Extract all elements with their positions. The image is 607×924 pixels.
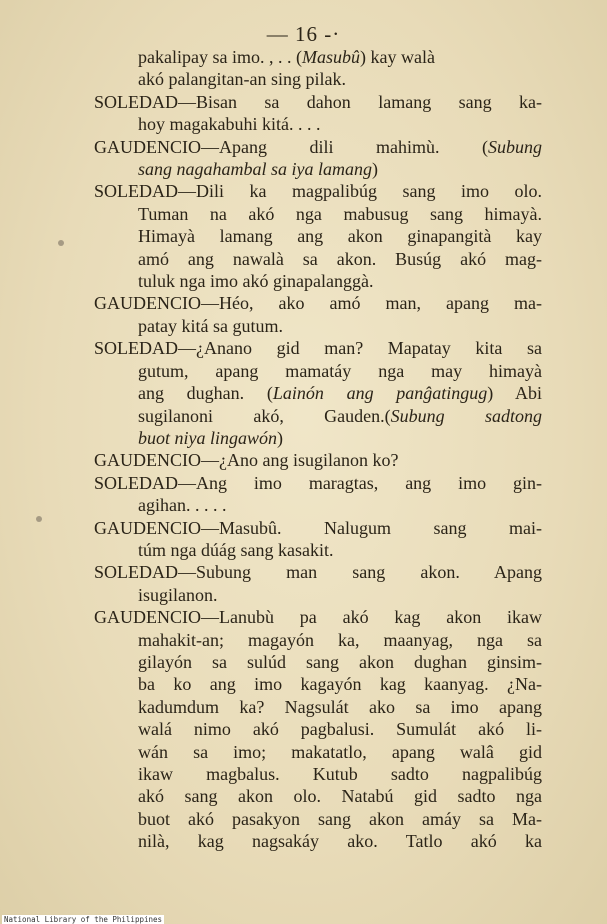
text-line bbox=[94, 673, 542, 695]
text-run: tuluk nga imo akó ginapalanggà. bbox=[138, 271, 374, 292]
text-run: isugilanon. bbox=[138, 584, 218, 605]
text-run: GAUDENCIO—Masubû. Nalugum sang mai- bbox=[94, 517, 542, 538]
text-line bbox=[94, 763, 542, 785]
text-line bbox=[94, 46, 542, 68]
text-line bbox=[94, 68, 542, 90]
text-line bbox=[94, 561, 542, 583]
text-run: kadumdum ka? Nagsulát ako sa imo apang bbox=[138, 696, 542, 717]
text-line bbox=[94, 203, 542, 225]
text-run: wán sa imo; makatatlo, apang walâ gid bbox=[138, 741, 542, 762]
text-line bbox=[94, 248, 542, 270]
text-line bbox=[94, 651, 542, 673]
text-run: SOLEDAD—Bisan sa dahon lamang sang ka- bbox=[94, 91, 542, 112]
text-run: GAUDENCIO—Lanubù pa akó kag akon ikaw bbox=[94, 607, 542, 628]
text-line bbox=[94, 785, 542, 807]
text-line bbox=[94, 808, 542, 830]
library-attribution: National Library of the Philippines bbox=[4, 915, 163, 924]
text-line bbox=[94, 180, 542, 202]
ink-speck bbox=[58, 240, 64, 246]
text-run: ) kay walà bbox=[359, 47, 435, 67]
text-run: túm nga dúág sang kasakit. bbox=[138, 539, 334, 560]
text-line bbox=[94, 472, 542, 494]
text-run: SOLEDAD—¿Anano gid man? Mapatay kita sa bbox=[94, 338, 542, 359]
text-run: Himayà lamang ang akon ginapangità kay bbox=[138, 226, 542, 247]
text-line bbox=[94, 315, 542, 337]
stage-direction: buot niya lingawón bbox=[138, 427, 277, 448]
text-run: gilayón sa sulúd sang akon dughan ginsim- bbox=[138, 651, 542, 672]
text-line bbox=[94, 741, 542, 763]
text-line bbox=[94, 113, 542, 135]
text-line bbox=[94, 449, 542, 471]
text-run: hoy magakabuhi kitá. . . . bbox=[138, 114, 321, 135]
text-run: ikaw magbalus. Kutub sadto nagpalibúg bbox=[138, 764, 542, 784]
stage-direction: Subung sadtong bbox=[390, 405, 542, 426]
text-line bbox=[94, 405, 542, 427]
text-line bbox=[94, 270, 542, 292]
text-line bbox=[94, 696, 542, 718]
text-run: GAUDENCIO—Apang dili mahimù. ( bbox=[94, 136, 488, 157]
text-line bbox=[94, 225, 542, 247]
text-line bbox=[94, 494, 542, 516]
stage-direction: sang nagahambal sa iya lamang bbox=[138, 159, 372, 180]
text-run: Tuman na akó nga mabusug sang himayà. bbox=[138, 203, 542, 224]
text-run: amó ang nawalà sa akon. Busúg akó mag- bbox=[138, 248, 542, 269]
ink-speck bbox=[36, 516, 42, 522]
text-run: buot akó pasakyon sang akon amáy sa Ma- bbox=[138, 808, 542, 829]
text-run: patay kitá sa gutum. bbox=[138, 315, 283, 336]
text-run: agihan. . . . . bbox=[138, 495, 227, 516]
text-line bbox=[94, 539, 542, 561]
text-line bbox=[94, 136, 542, 158]
text-line bbox=[94, 718, 542, 740]
text-run: SOLEDAD—Subung man sang akon. Apang bbox=[94, 562, 542, 583]
text-run: gutum, apang mamatáy nga may himayà bbox=[138, 360, 542, 381]
text-line bbox=[94, 292, 542, 314]
page-text bbox=[94, 46, 542, 853]
text-run: akó palangitan-an sing pilak. bbox=[138, 69, 346, 90]
text-line bbox=[94, 360, 542, 382]
stage-direction: Masubû bbox=[301, 47, 360, 67]
text-line bbox=[94, 584, 542, 606]
text-run: ba ko ang imo kagayón kag kaanyag. ¿Na- bbox=[138, 674, 542, 695]
text-line bbox=[94, 382, 542, 404]
text-line bbox=[94, 427, 542, 449]
text-run: ) bbox=[277, 427, 283, 448]
page-number: — 16 -· bbox=[266, 22, 341, 46]
text-run: ) Abi bbox=[487, 383, 542, 404]
text-run: nilà, kag nagsakáy ako. Tatlo akó ka bbox=[138, 831, 542, 852]
text-line bbox=[94, 337, 542, 359]
text-run: GAUDENCIO—Héo, ako amó man, apang ma- bbox=[94, 293, 542, 314]
text-line bbox=[94, 606, 542, 628]
text-run: walá nimo akó pagbalusi. Sumulát akó li- bbox=[138, 719, 542, 740]
text-run: pakalipay sa imo. , . . ( bbox=[138, 47, 302, 67]
text-run: akó sang akon olo. Natabú gid sadto nga bbox=[138, 786, 542, 807]
stage-direction: Subung bbox=[488, 136, 542, 157]
stage-direction: Lainón ang panĝatingug bbox=[272, 383, 488, 404]
text-run: ) bbox=[372, 159, 378, 180]
text-line bbox=[94, 629, 542, 651]
text-run: SOLEDAD—Dili ka magpalibúg sang imo olo. bbox=[94, 181, 542, 202]
text-line bbox=[94, 830, 542, 852]
text-run: GAUDENCIO—¿Ano ang isugilanon ko? bbox=[94, 450, 399, 471]
text-run: ang dughan. ( bbox=[138, 383, 273, 404]
text-run: mahakit-an; magayón ka, maanyag, nga sa bbox=[138, 629, 542, 650]
text-run: SOLEDAD—Ang imo maragtas, ang imo gin- bbox=[94, 472, 542, 493]
text-line bbox=[94, 517, 542, 539]
text-run: sugilanoni akó, Gauden.( bbox=[138, 405, 391, 426]
text-line bbox=[94, 158, 542, 180]
text-line bbox=[94, 91, 542, 113]
